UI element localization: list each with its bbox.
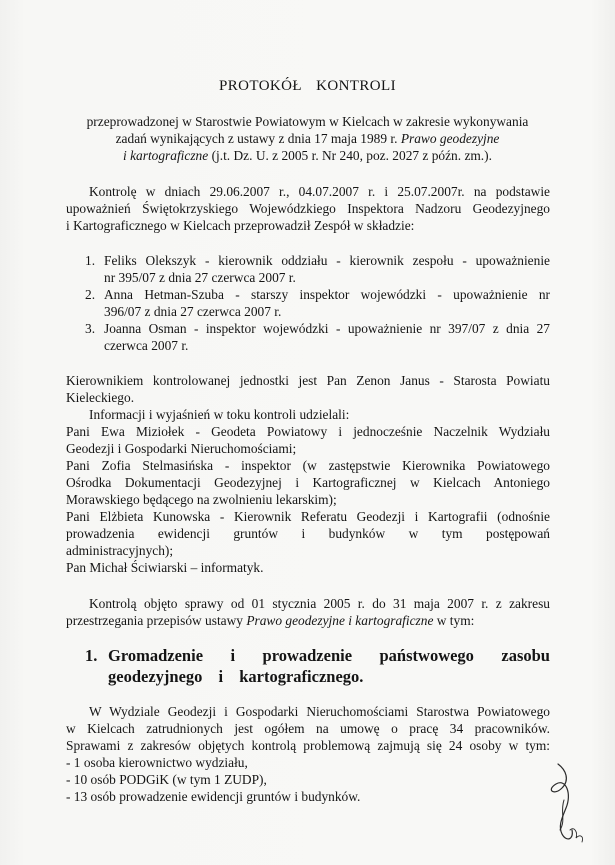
intro-line-2 (0, 131, 615, 147)
p2-line-4: Pani Ewa Miziołek - Geodeta Powiatowy i jednocześnie Naczelnik Wydziału (66, 424, 550, 439)
p2-line-3: Informacji i wyjaśnień w toku kontroli udzielali: (89, 407, 350, 422)
p1-line-2: upoważnień Świętokrzyskiego Wojewódzkiego Inspektora Nadzoru Geodezyjnego (66, 201, 550, 216)
intro-text: zadań wynikających z ustawy z dnia 17 maja 1989 r. (115, 131, 398, 146)
p2-line-9: Pani Elżbieta Kunowska - Kierownik Referatu Geodezji i Kartografii (odnośnie (66, 509, 550, 524)
p1-line-1: Kontrolę w dniach 29.06.2007 r., 04.07.2007 r. i 25.07.2007r. na podstawie (89, 184, 550, 199)
p2-line-7: Ośrodka Dokumentacji Geodezyjnej i Kartograficznej w Kielcach Antoniego (66, 475, 550, 490)
list-item-3-line-2: czerwca 2007 r. (104, 338, 189, 353)
list-number-3: 3. (85, 321, 96, 336)
p2-line-2: Kieleckiego. (66, 390, 135, 405)
list-number-1: 1. (85, 253, 96, 268)
p4-line-4: - 1 osoba kierownictwo wydziału, (66, 755, 248, 770)
intro-line-3 (0, 148, 615, 164)
p2-line-10: prowadzenia ewidencji gruntów i budynków w tym postępowań (66, 526, 550, 541)
p3-text-end: w tym: (436, 613, 475, 628)
act-title-italic: Prawo geodezyjne (400, 131, 500, 146)
p3-line-2 (66, 613, 474, 629)
list-item-2-line-1: Anna Hetman-Szuba - starszy inspektor wojewódzki - upoważnienie nr (104, 287, 550, 302)
act-title-italic-cont: i kartograficzne (123, 148, 209, 163)
p4-line-1: W Wydziale Geodezji i Gospodarki Nieruchomościami Starostwa Powiatowego (89, 704, 550, 719)
list-item-2-line-2: 396/07 z dnia 27 czerwca 2007 r. (104, 304, 282, 319)
p2-line-5: Geodezji i Gospodarki Nieruchomościami; (66, 441, 297, 456)
document-title: PROTOKÓŁ KONTROLI (219, 78, 396, 94)
section-1-heading-line-1: Gromadzenie i prowadzenie państwowego zasobu (108, 646, 550, 665)
section-1-heading-line-2: geodezyjnego i kartograficznego. (108, 667, 364, 686)
p2-line-1: Kierownikiem kontrolowanej jednostki jest Pan Zenon Janus - Starosta Powiatu (66, 373, 550, 388)
list-number-2: 2. (85, 287, 96, 302)
p1-line-3: i Kartograficznego w Kielcach przeprowadził Zespół w składzie: (66, 218, 415, 233)
p4-line-5: - 10 osób PODGiK (w tym 1 ZUDP), (66, 772, 267, 787)
p2-line-6: Pani Zofia Stelmasińska - inspektor (w zastępstwie Kierownika Powiatowego (66, 458, 550, 473)
list-item-1-line-2: nr 395/07 z dnia 27 czerwca 2007 r. (104, 270, 296, 285)
section-1-number: 1. (85, 646, 98, 665)
act-title-italic-2: Prawo geodezyjne i kartograficzne (246, 613, 434, 628)
list-item-3-line-1: Joanna Osman - inspektor wojewódzki - upoważnienie nr 397/07 z dnia 27 (104, 321, 550, 336)
p4-line-3: Sprawami z zakresów objętych kontrolą problemową zajmują się 24 osoby w tym: (66, 738, 550, 753)
list-item-1-line-1: Feliks Olekszyk - kierownik oddziału - kierownik zespołu - upoważnienie (104, 253, 550, 268)
p3-line-1: Kontrolą objęto sprawy od 01 stycznia 2005 r. do 31 maja 2007 r. z zakresu (89, 596, 550, 611)
p4-line-2: w Kielcach zatrudnionych jest ogółem na umowę o pracę 34 pracowników. (66, 721, 550, 736)
act-reference: (j.t. Dz. U. z 2005 r. Nr 240, poz. 2027 z późn. zm.). (211, 148, 492, 163)
intro-line-1: przeprowadzonej w Starostwie Powiatowym w Kielcach w zakresie wykonywania (86, 114, 529, 129)
p2-line-11: administracyjnych); (66, 543, 174, 558)
p2-line-12: Pan Michał Ściwiarski – informatyk. (66, 560, 264, 575)
p2-line-8: Morawskiego będącego na zwolnieniu lekarskim); (66, 492, 337, 507)
handwritten-signature-icon (536, 760, 596, 850)
p4-line-6: - 13 osób prowadzenie ewidencji gruntów i budynków. (66, 789, 361, 804)
p3-text: przestrzegania przepisów ustawy (66, 613, 243, 628)
